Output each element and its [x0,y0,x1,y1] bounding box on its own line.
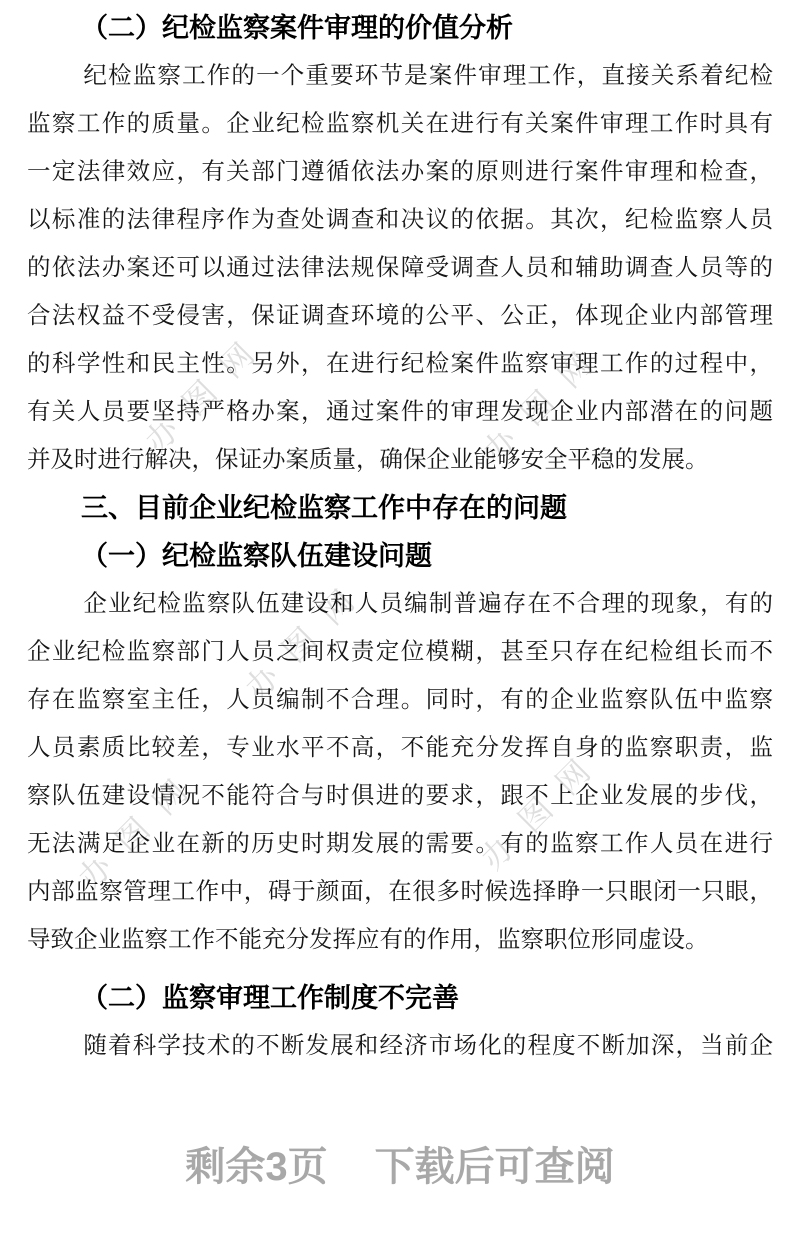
preview-footer [0,1145,800,1189]
site-watermark: 办图网 [237,568,376,707]
paragraph-line: 监察工作的质量。企业纪检监察机关在进行有关案件审理工作时具有 [27,111,773,137]
paragraph-line: 人员素质比较差，专业水平不高，不能充分发挥自身的监察职责，监 [27,735,773,761]
section-heading: 三、目前企业纪检监察工作中存在的问题 [81,493,567,523]
paragraph-line: 并及时进行解决，保证办案质量，确保企业能够安全平稳的发展。 [27,447,709,473]
site-watermark: 办图网 [475,331,614,470]
site-watermark: 办图网 [70,758,209,897]
paragraph-line: 企业纪检监察队伍建设和人员编制普遍存在不合理的现象，有的 [83,591,773,617]
paragraph-line: 存在监察室主任，人员编制不合理。同时，有的企业监察队伍中监察 [27,687,773,713]
paragraph-line: 一定法律效应，有关部门遵循依法办案的原则进行案件审理和检查， [27,159,773,185]
paragraph-line: 有关人员要坚持严格办案，通过案件的审理发现企业内部潜在的问题 [27,399,773,425]
paragraph-line: 纪检监察工作的一个重要环节是案件审理工作，直接关系着纪检 [83,63,773,89]
paragraph-line: 以标准的法律程序作为查处调查和决议的依据。其次，纪检监察人员 [27,207,773,233]
section-heading: （二）纪检监察案件审理的价值分析 [81,13,513,43]
section-heading: （二）监察审理工作制度不完善 [81,983,459,1013]
download-hint-label: 下载后可查阅 [374,1145,615,1189]
paragraph-line: 无法满足企业在新的历史时期发展的需要。有的监察工作人员在进行 [27,831,773,857]
paragraph-line: 内部监察管理工作中，碍于颜面，在很多时候选择睁一只眼闭一只眼， [27,879,773,905]
paragraph-line: 随着科学技术的不断发展和经济市场化的程度不断加深，当前企 [83,1033,773,1059]
paragraph-line: 企业纪检监察部门人员之间权责定位模糊，甚至只存在纪检组长而不 [27,639,773,665]
pages-remaining-label: 剩余3页 [185,1145,328,1189]
site-watermark: 办图网 [137,321,276,460]
paragraph-line: 的科学性和民主性。另外，在进行纪检案件监察审理工作的过程中， [27,351,773,377]
paragraph [27,580,773,964]
paragraph-line: 的依法办案还可以通过法律法规保障受调查人员和辅助调查人员等的 [27,255,773,281]
paragraph [27,52,773,484]
paragraph [27,1022,773,1070]
site-watermark: 办图网 [473,738,612,877]
paragraph-line: 察队伍建设情况不能符合与时俱进的要求，跟不上企业发展的步伐， [27,783,773,809]
section-heading: （一）纪检监察队伍建设问题 [81,541,432,571]
paragraph-line: 合法权益不受侵害，保证调查环境的公平、公正，体现企业内部管理 [27,303,773,329]
paragraph-line: 导致企业监察工作不能充分发挥应有的作用，监察职位形同虚设。 [27,927,709,953]
